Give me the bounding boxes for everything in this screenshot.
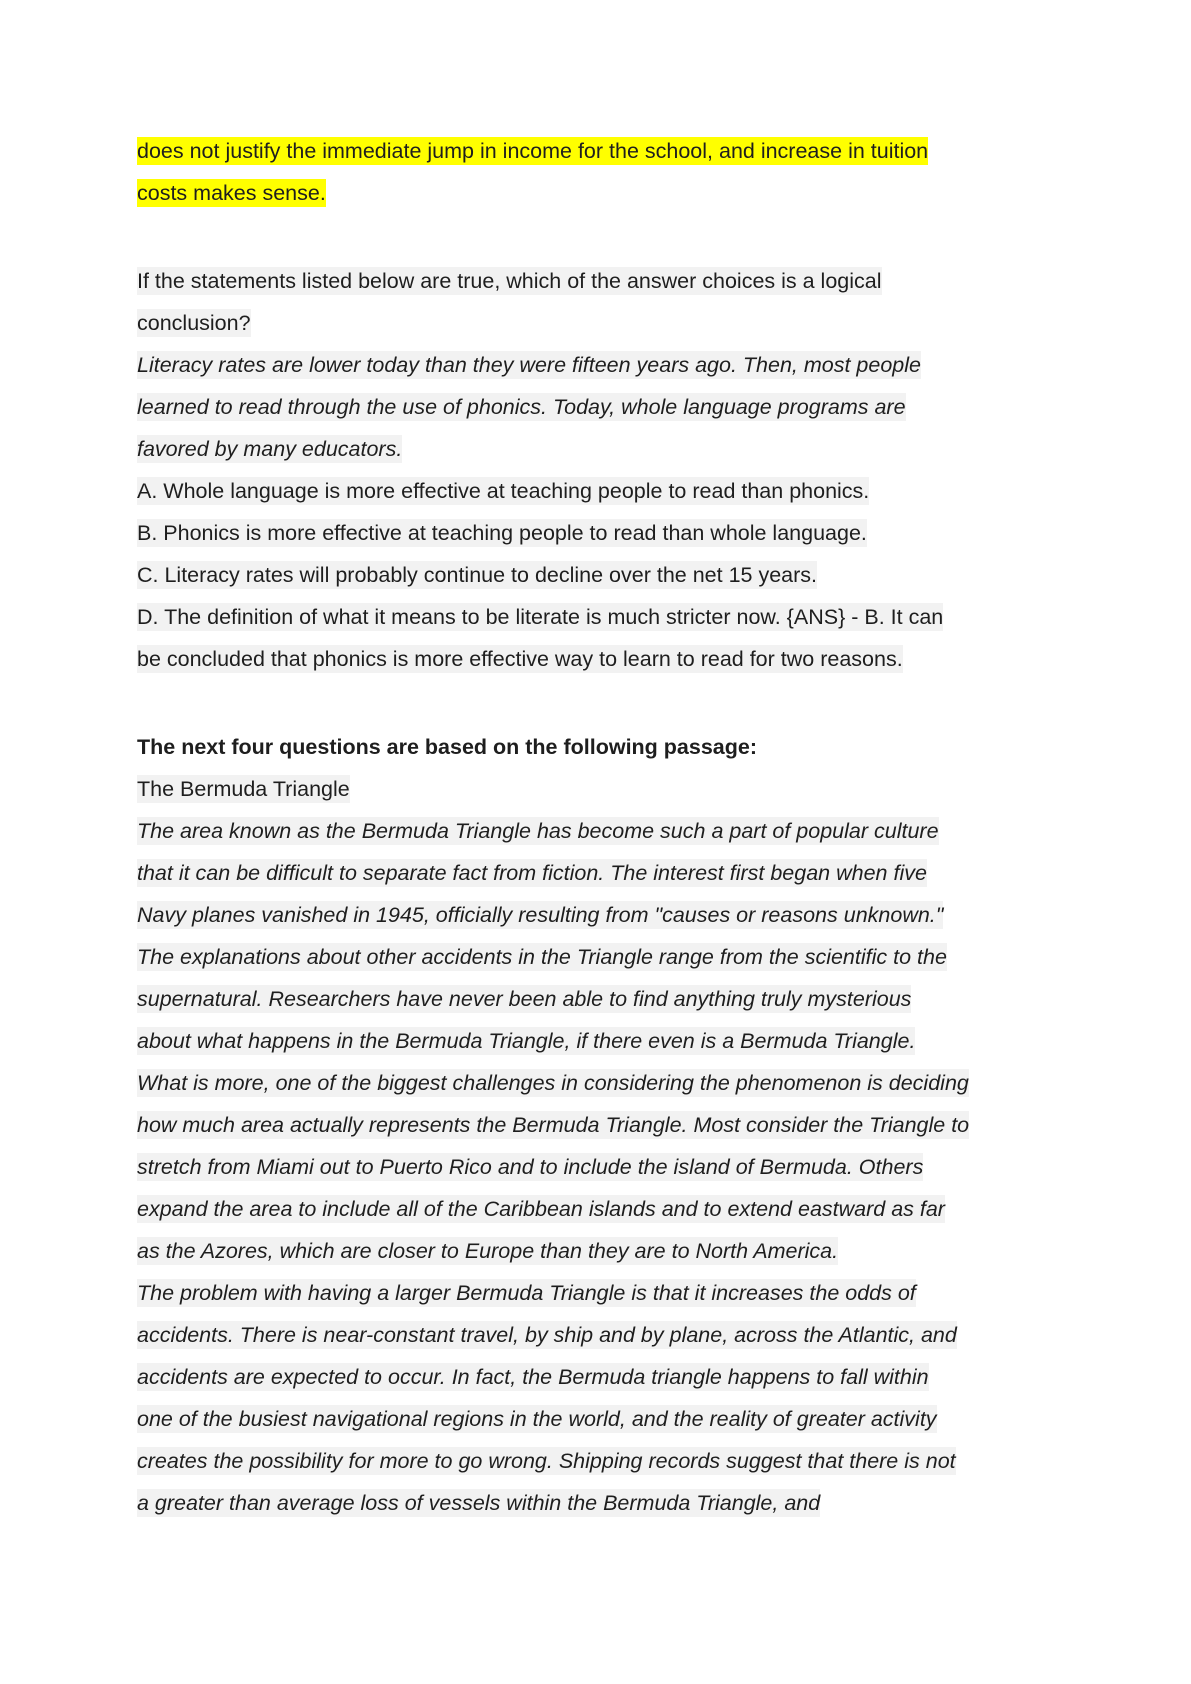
highlighted-sentence — [137, 130, 970, 214]
paragraph-gap — [137, 680, 970, 726]
answer-choice-d-with-answer — [137, 596, 970, 680]
question-statement-text: Literacy rates are lower today than they were fifteen years ago. Then, most people learned to read through the use of phonics. Today, whole language programs are favored by many educators. — [137, 353, 921, 461]
question-statement — [137, 344, 970, 470]
passage-section-heading — [137, 726, 970, 768]
passage-title-text: The Bermuda Triangle — [137, 777, 350, 801]
passage-paragraph-2-text: The problem with having a larger Bermuda Triangle is that it increases the odds of accidents. There is near-constant travel, by ship and by plane, across the Atlantic, and accidents are expected to occur. In fact, the Bermuda triangle happens to fall within one of the busiest navigational regions in the world, and the reality of greater activity creates the possibility for more to go wrong. Shipping records suggest that there is not a greater than average loss of vessels within the Bermuda Triangle, and — [137, 1281, 957, 1515]
answer-choice-a — [137, 470, 970, 512]
passage-paragraph-2 — [137, 1272, 970, 1524]
answer-choice-a-text: A. Whole language is more effective at teaching people to read than phonics. — [137, 479, 870, 503]
answer-choice-b-text: B. Phonics is more effective at teaching people to read than whole language. — [137, 521, 867, 545]
answer-choice-c-text: C. Literacy rates will probably continue to decline over the net 15 years. — [137, 563, 818, 587]
paragraph-gap — [137, 214, 970, 260]
answer-choice-c — [137, 554, 970, 596]
question-prompt — [137, 260, 970, 344]
answer-choice-d-text: D. The definition of what it means to be literate is much stricter now. {ANS} - B. It can be concluded that phonics is more effective way to learn to read for two reasons. — [137, 605, 944, 671]
question-prompt-text: If the statements listed below are true, which of the answer choices is a logical conclusion? — [137, 269, 882, 335]
passage-paragraph-1-text: The area known as the Bermuda Triangle has become such a part of popular culture that it can be difficult to separate fact from fiction. The interest first began when five Navy planes vanished in 1945, officially resulting from "causes or reasons unknown." The explanations about other accidents in the Triangle range from the scientific to the supernatural. Researchers have never been able to find anything truly mysterious about what happens in the Bermuda Triangle, if there even is a Bermuda Triangle. What is more, one of the biggest challenges in considering the phenomenon is deciding how much area actually represents the Bermuda Triangle. Most consider the Triangle to stretch from Miami out to Puerto Rico and to include the island of Bermuda. Others expand the area to include all of the Caribbean islands and to extend eastward as far as the Azores, which are closer to Europe than they are to North America. — [137, 819, 970, 1263]
document-page — [137, 130, 970, 1524]
answer-choice-b — [137, 512, 970, 554]
passage-title — [137, 768, 970, 810]
highlighted-sentence-text: does not justify the immediate jump in income for the school, and increase in tuition costs makes sense. — [137, 139, 929, 205]
passage-section-heading-text: The next four questions are based on the following passage: — [137, 735, 758, 759]
passage-paragraph-1 — [137, 810, 970, 1272]
